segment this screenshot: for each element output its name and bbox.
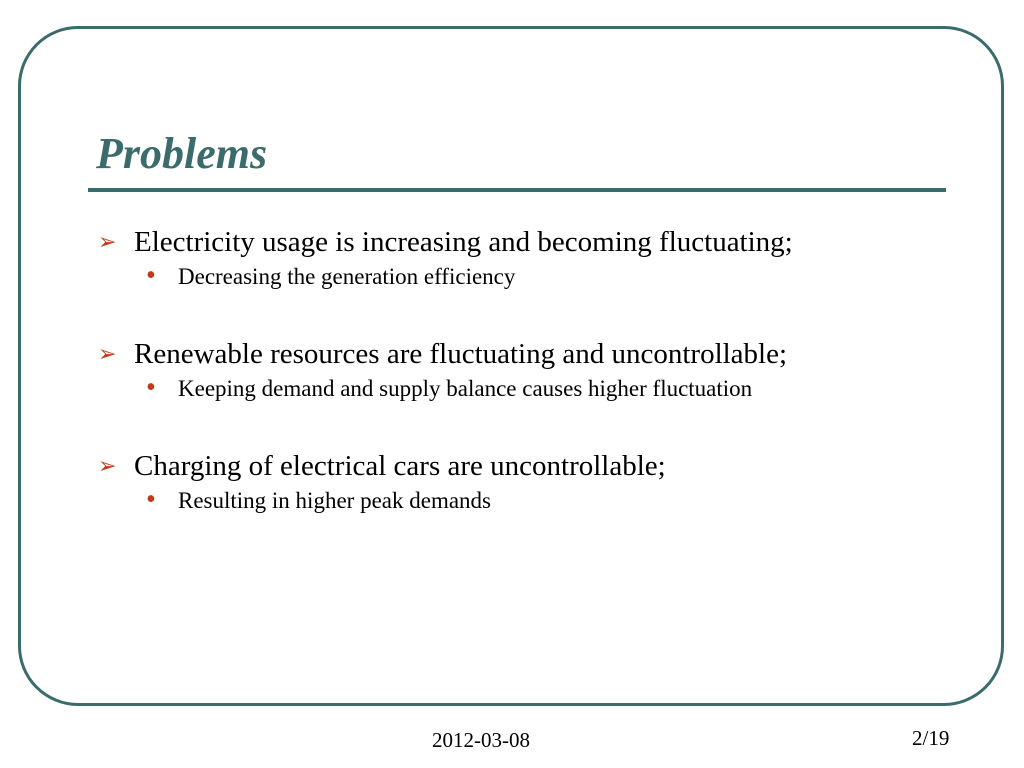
dot-bullet-icon: • bbox=[146, 372, 156, 403]
bullet-text: Renewable resources are fluctuating and uncontrollable; bbox=[134, 338, 788, 370]
page-number: 2/19 bbox=[912, 726, 950, 750]
bullet-text: Electricity usage is increasing and becoming fluctuating; bbox=[134, 226, 793, 258]
sub-bullet-text: Resulting in higher peak demands bbox=[178, 488, 491, 513]
dot-bullet-icon: • bbox=[146, 484, 156, 515]
sub-bullet-item bbox=[146, 262, 958, 292]
title-divider bbox=[88, 188, 946, 192]
sub-bullet-text: Keeping demand and supply balance causes higher fluctuation bbox=[178, 376, 753, 401]
bullet-item bbox=[98, 334, 958, 374]
bullet-group bbox=[98, 222, 958, 292]
sub-bullet-item bbox=[146, 486, 958, 516]
sub-bullet-text: Decreasing the generation efficiency bbox=[178, 264, 516, 289]
arrow-bullet-icon: ➢ bbox=[98, 341, 117, 366]
dot-bullet-icon: • bbox=[146, 260, 156, 291]
bullet-group bbox=[98, 446, 958, 516]
arrow-bullet-icon: ➢ bbox=[98, 229, 117, 254]
bullet-item bbox=[98, 446, 958, 486]
slide-title: Problems bbox=[96, 129, 268, 178]
arrow-bullet-icon: ➢ bbox=[98, 453, 117, 478]
bullet-item bbox=[98, 222, 958, 262]
footer-date: 2012-03-08 bbox=[432, 728, 530, 752]
bullet-text: Charging of electrical cars are uncontrollable; bbox=[134, 450, 666, 482]
bullet-group bbox=[98, 334, 958, 404]
sub-bullet-item bbox=[146, 374, 958, 404]
bullet-list bbox=[98, 222, 958, 558]
